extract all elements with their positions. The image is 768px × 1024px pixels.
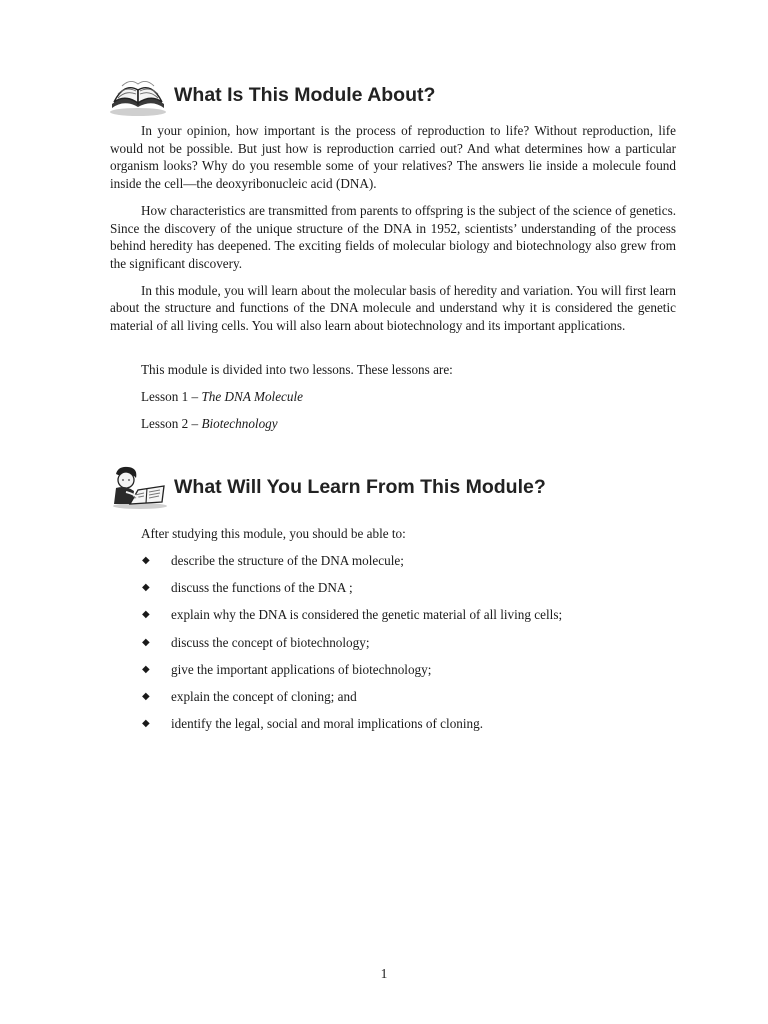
objectives-list: [142, 552, 562, 742]
diamond-bullet-icon: ◆: [142, 555, 150, 566]
paragraph: In this module, you will learn about the molecular basis of heredity and variation. You will first learn about the structure and functions of the DNA molecule and understand why it is considered the genetic material of all living cells. You will also learn about biotechnology and its important applications.: [110, 282, 676, 334]
paragraph: In your opinion, how important is the process of reproduction to life? Without reproduction, life would not be possible. But just how is reproduction carried out? And what determines how a particular organism looks? Why do you resemble some of your relatives? The answers lie inside a molecule found inside the cell—the deoxyribonucleic acid (DNA).: [110, 123, 676, 192]
paragraph: How characteristics are transmitted from parents to offspring is the subject of the science of genetics. Since the discovery of the unique structure of the DNA in 1952, scientists’ understanding of the process behind heredity has deepened. The exciting fields of molecular biology and biotechnology also grew from the significant discovery.: [110, 202, 676, 271]
diamond-bullet-icon: ◆: [142, 609, 150, 621]
lesson-2-title: Biotechnology: [201, 416, 278, 431]
section-title-about: What Is This Module About?: [174, 83, 436, 106]
objective-item: [142, 552, 562, 579]
lesson-1: [141, 388, 303, 406]
objectives-intro: After studying this module, you should be able to:: [141, 526, 406, 541]
diamond-bullet-icon: ◆: [142, 636, 150, 648]
section-title-learn: What Will You Learn From This Module?: [174, 475, 546, 498]
objective-text: discuss the functions of the DNA ;: [171, 580, 353, 596]
section-header-about: [108, 72, 435, 118]
objective-text: explain the concept of cloning; and: [171, 688, 357, 704]
objective-item: [142, 661, 562, 688]
open-book-icon: [108, 72, 168, 118]
lesson-2: [141, 415, 278, 433]
about-body: [110, 122, 676, 344]
objective-item: [142, 579, 562, 606]
objective-text: identify the legal, social and moral implications of cloning.: [171, 716, 484, 732]
objective-text: describe the structure of the DNA molecule;: [171, 553, 404, 568]
diamond-bullet-icon: ◆: [142, 690, 150, 702]
student-reading-icon: [108, 464, 168, 510]
lesson-2-prefix: Lesson 2 –: [141, 416, 202, 431]
diamond-bullet-icon: ◆: [142, 582, 150, 594]
diamond-bullet-icon: ◆: [142, 718, 150, 730]
objective-item: [142, 688, 562, 715]
objective-text: explain why the DNA is considered the genetic material of all living cells;: [171, 607, 563, 623]
page-number: 1: [380, 966, 388, 981]
section-header-learn: [108, 464, 546, 510]
lesson-1-prefix: Lesson 1 –: [141, 389, 202, 404]
objective-item: [142, 606, 562, 633]
lesson-1-title: The DNA Molecule: [201, 389, 304, 404]
objective-item: [142, 715, 562, 742]
objective-item: [142, 634, 562, 661]
lessons-intro: This module is divided into two lessons. These lessons are:: [141, 362, 453, 377]
objective-text: give the important applications of biotechnology;: [171, 661, 432, 677]
objective-text: discuss the concept of biotechnology;: [171, 634, 370, 650]
diamond-bullet-icon: ◆: [142, 663, 150, 675]
